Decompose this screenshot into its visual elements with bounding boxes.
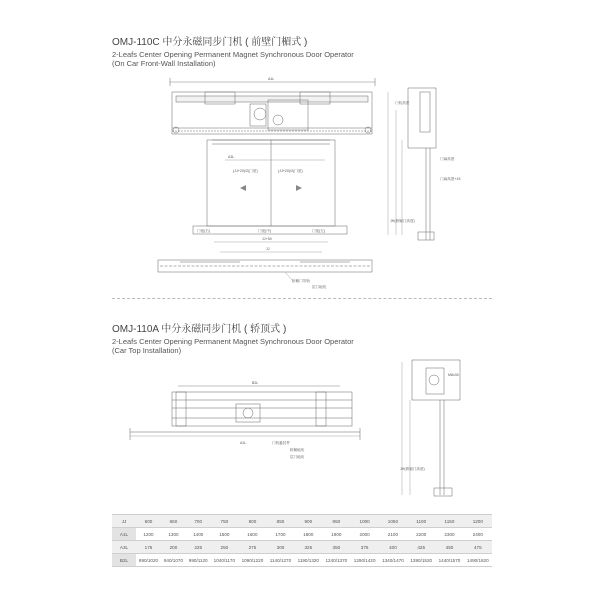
label-door-width-right: (JJ+20)/2(门宽) bbox=[278, 169, 303, 173]
table-cell: 1200 bbox=[464, 515, 492, 528]
dim-a1l-top: A1L bbox=[268, 77, 275, 81]
table-cell: 1240/1370 bbox=[322, 554, 350, 567]
table-cell: 2300 bbox=[435, 528, 463, 541]
table-cell: 375 bbox=[351, 541, 379, 554]
table-cell: 1050 bbox=[379, 515, 407, 528]
table-cell: 350 bbox=[322, 541, 350, 554]
table-row bbox=[112, 528, 492, 541]
table-cell: 425 bbox=[407, 541, 435, 554]
table-cell: 2000 bbox=[351, 528, 379, 541]
table-cell: 1000 bbox=[351, 515, 379, 528]
label-left-door: 门宽(右) bbox=[197, 229, 211, 233]
table-cell: 450 bbox=[435, 541, 463, 554]
table-cell: 900 bbox=[294, 515, 322, 528]
table-cell: 1800 bbox=[294, 528, 322, 541]
table-cell: 1040/1170 bbox=[210, 554, 238, 567]
table-cell: 2200 bbox=[407, 528, 435, 541]
table-cell: 1600 bbox=[238, 528, 266, 541]
label-door-height: 门扇高度 bbox=[440, 157, 455, 161]
section2-subtitle-mount: (Car Top Installation) bbox=[112, 346, 182, 355]
table-cell: 1400 bbox=[186, 528, 211, 541]
section1-subtitle-en: 2-Leafs Center Opening Permanent Magnet Synchronous Door Operator bbox=[112, 50, 354, 59]
table-cell: 700 bbox=[186, 515, 211, 528]
label-center: 门宽(中) bbox=[258, 229, 272, 233]
table-row bbox=[112, 515, 492, 528]
table-cell: 325 bbox=[294, 541, 322, 554]
table-cell: 650 bbox=[161, 515, 186, 528]
table-cell: 1340/1470 bbox=[379, 554, 407, 567]
drawing-front-wall-side bbox=[388, 88, 460, 240]
table-cell: 275 bbox=[238, 541, 266, 554]
table-cell: 175 bbox=[136, 541, 161, 554]
table-cell: 1200 bbox=[136, 528, 161, 541]
drawing-car-top-elevation bbox=[130, 381, 360, 459]
table-row-header: A1L bbox=[112, 528, 136, 541]
table-cell: 475 bbox=[464, 541, 492, 554]
table-cell: 225 bbox=[186, 541, 211, 554]
dimension-table bbox=[112, 514, 492, 567]
dim-jj: JJ bbox=[266, 247, 270, 251]
table-cell: 250 bbox=[210, 541, 238, 554]
table-cell: 1140/1270 bbox=[267, 554, 295, 567]
label-right-door: 门宽(左) bbox=[312, 229, 326, 233]
label-landing-sill: 层门地坎 bbox=[312, 285, 327, 289]
dim-b2l: B2L bbox=[252, 381, 259, 385]
table-cell: 300 bbox=[267, 541, 295, 554]
label-jh-2: JH(轿厢门高度) bbox=[400, 467, 425, 471]
table-cell: 1290/1420 bbox=[351, 554, 379, 567]
table-row-header: A3L bbox=[112, 541, 136, 554]
table-cell: 1700 bbox=[267, 528, 295, 541]
table-cell: 1190/1320 bbox=[294, 554, 322, 567]
table-cell: 1440/1570 bbox=[435, 554, 463, 567]
label-operator-hanger: 门机悬挂件 bbox=[272, 441, 290, 445]
label-car-guide: 轿厢门导轨 bbox=[292, 279, 310, 283]
label-operator-height: 门机高度 bbox=[395, 101, 410, 105]
section2-subtitle-en: 2-Leafs Center Opening Permanent Magnet Synchronous Door Operator bbox=[112, 337, 354, 346]
table-cell: 850 bbox=[267, 515, 295, 528]
drawing-car-top-side bbox=[400, 360, 460, 496]
table-cell: 2100 bbox=[379, 528, 407, 541]
table-cell: 750 bbox=[210, 515, 238, 528]
table-cell: 1100 bbox=[407, 515, 435, 528]
section1-title: OMJ-110C 中分永磁同步门机 ( 前壁门楣式 ) bbox=[112, 37, 308, 48]
table-cell: 200 bbox=[161, 541, 186, 554]
drawing-front-wall-elevation bbox=[158, 77, 375, 289]
table-cell: 2400 bbox=[464, 528, 492, 541]
label-door-width-left: (JJ+20)/2(门宽) bbox=[233, 169, 258, 173]
table-row bbox=[112, 541, 492, 554]
table-cell: 400 bbox=[379, 541, 407, 554]
table-cell: 600 bbox=[136, 515, 161, 528]
table-cell: 1090/1220 bbox=[238, 554, 266, 567]
section1-subtitle-mount: (On Car Front-Wall Installation) bbox=[112, 59, 216, 68]
dim-jj50: JJ+50 bbox=[262, 237, 272, 241]
table-cell: 1150 bbox=[435, 515, 463, 528]
table-row bbox=[112, 554, 492, 567]
table-cell: 1390/1520 bbox=[407, 554, 435, 567]
table-cell: 800 bbox=[238, 515, 266, 528]
table-row-header: JJ bbox=[112, 515, 136, 528]
label-door-height-15: 门扇高度+15 bbox=[440, 177, 461, 181]
table-cell: 1500 bbox=[210, 528, 238, 541]
label-a3l: A3L bbox=[228, 155, 235, 159]
table-cell: 940/1070 bbox=[161, 554, 186, 567]
table-cell: 1900 bbox=[322, 528, 350, 541]
label-jh: JH(轿厢门高度) bbox=[390, 219, 415, 223]
table-cell: 950 bbox=[322, 515, 350, 528]
table-cell: 890/1020 bbox=[136, 554, 161, 567]
label-m8x30: M8x30 bbox=[448, 373, 459, 377]
table-cell: 1300 bbox=[161, 528, 186, 541]
table-cell: 990/1120 bbox=[186, 554, 211, 567]
label-landing-sill-2: 层门地坎 bbox=[290, 455, 305, 459]
table-row-header: B2L bbox=[112, 554, 136, 567]
dim-a1l: A1L bbox=[240, 441, 247, 445]
section2-title: OMJ-110A 中分永磁同步门机 ( 轿顶式 ) bbox=[112, 324, 287, 335]
table-cell: 1490/1620 bbox=[464, 554, 492, 567]
label-car-sill: 轿厢地坎 bbox=[290, 448, 305, 452]
